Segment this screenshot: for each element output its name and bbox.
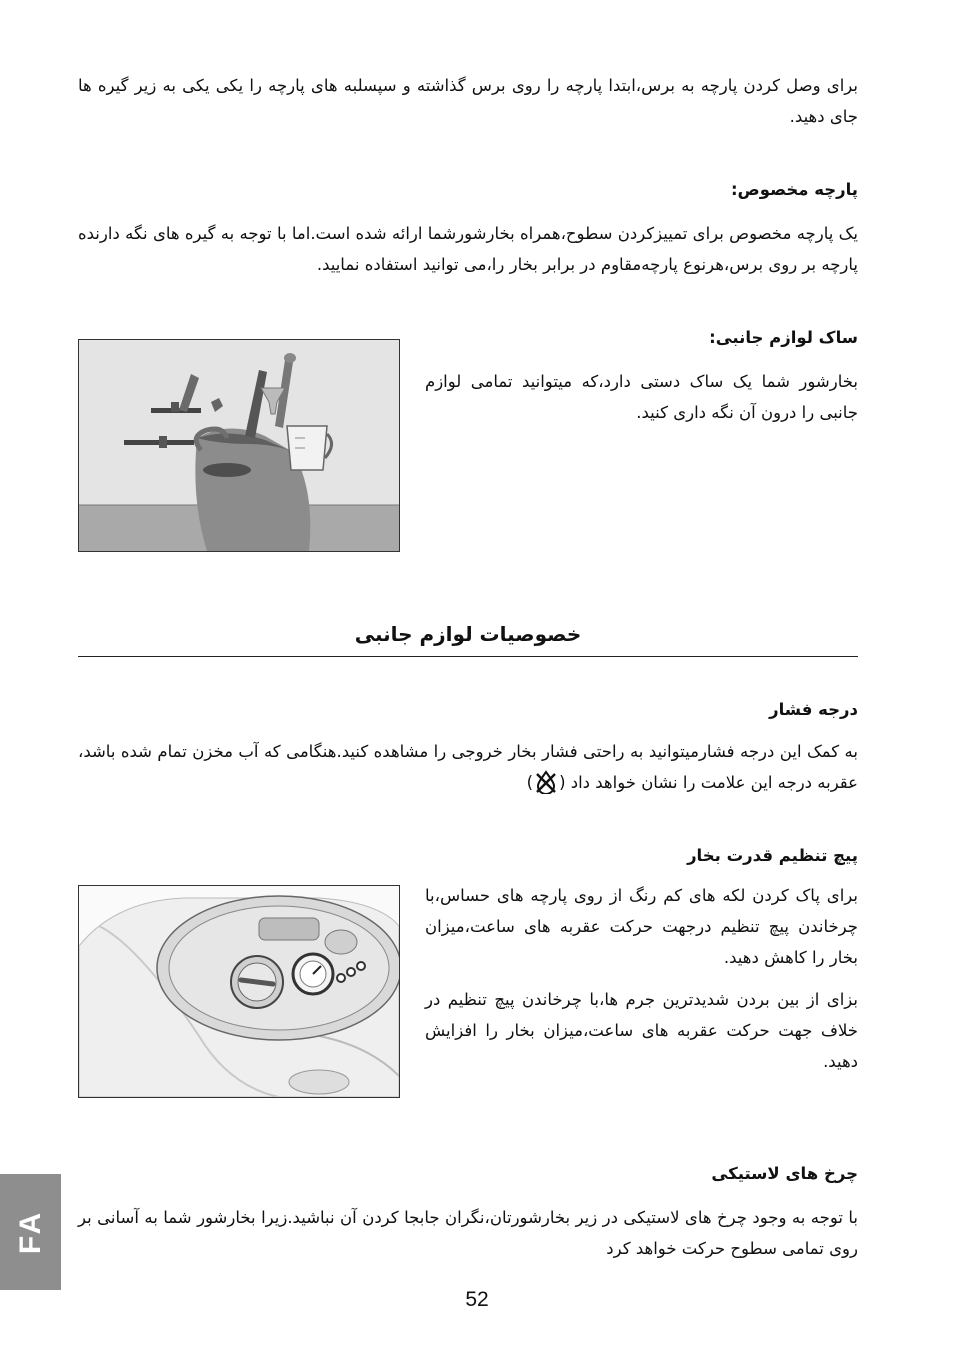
accessory-bag-heading: ساک لوازم جانبی: (709, 328, 858, 347)
special-cloth-heading: پارچه مخصوص: (730, 180, 858, 199)
special-cloth-paragraph: یک پارچه مخصوص برای تمییزکردن سطوح،همراه بخارشورشما ارائه شده است.اما با توجه به گیره های نگه دارنده پارچه بر روی برس،هرنوع پارچه‌مقاوم در برابر بخار را،می توانید استفاده نمایید. (78, 224, 858, 274)
section-divider (78, 656, 858, 657)
symbol-close-paren: ) (526, 773, 534, 792)
symbol-open-paren: ( (559, 773, 566, 792)
accessory-bag-paragraph: بخارشور شما یک ساک دستی دارد،که میتوانید تمامی لوازم جانبی را درون آن نگه داری کنید. (425, 372, 858, 422)
pressure-gauge-paragraph (78, 736, 858, 798)
steam-knob-paragraph-1: برای پاک کردن لکه های کم رنگ از روی پارچه های حساس،با چرخاندن پیچ تنظیم درجهت حرکت عقربه های ساعت،میزان بخار را کاهش دهید. (425, 886, 858, 967)
language-tab (0, 1174, 61, 1290)
steam-knob-heading: پیچ تنظیم قدرت بخار (687, 846, 858, 865)
wheels-heading: چرخ های لاستیکی (711, 1164, 858, 1183)
page-number: 52 (465, 1288, 489, 1311)
pressure-gauge-heading: درجه فشار (769, 700, 858, 719)
intro-paragraph: برای وصل کردن پارچه به برس،ابتدا پارچه را روی برس گذاشته و سپسلبه های پارچه را یکی یکی به زیر گیره ها جای دهید. (78, 76, 858, 126)
wheels-paragraph: با توجه به وجود چرخ های لاستیکی در زیر بخارشورتان،نگران جابجا کردن آن نباشید.زیرا بخارشور شما به آسانی بر روی تمامی سطوح حرکت خواهد کرد (78, 1208, 858, 1258)
pressure-gauge-text: به کمک این درجه فشارمیتوانید به راحتی فشار بخار خروجی را مشاهده کنید.هنگامی که آب مخزن تمام شده باشد، عقربه درجه این علامت را نشان خواهد داد (78, 742, 858, 792)
empty-tank-warning-icon (533, 770, 559, 794)
language-tab-label: FA (13, 1209, 47, 1255)
section-title: خصوصیات لوازم جانبی (354, 622, 582, 646)
steam-knob-illustration (78, 885, 400, 1098)
steam-knob-paragraph-2: بزای از بین بردن شدیدترین جرم ها،با چرخاندن پیچ تنظیم در خلاف جهت حرکت عقربه های ساعت،میزان بخار را افزایش دهید. (425, 990, 858, 1071)
accessory-bag-illustration (78, 339, 400, 552)
